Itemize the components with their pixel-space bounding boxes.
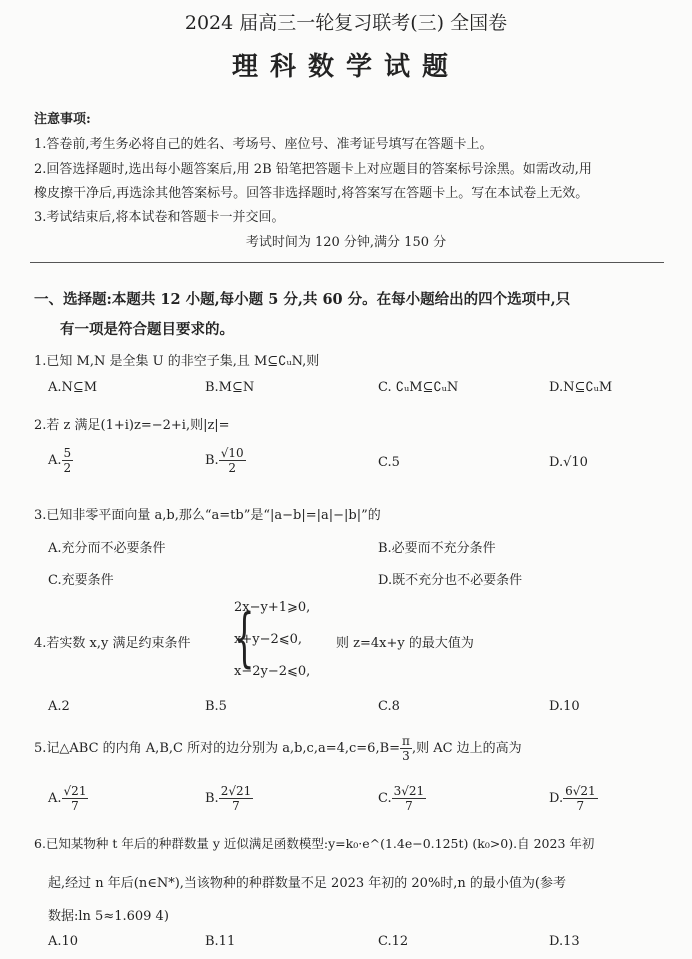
exam-info: 考试时间为 120 分钟,满分 150 分	[245, 235, 447, 250]
option-label: A.	[48, 453, 62, 468]
option-a: A.充分而不必要条件	[48, 541, 166, 556]
option-a: A.2	[48, 699, 70, 714]
numerator: 5	[63, 446, 72, 460]
numerator: π	[402, 734, 410, 748]
question-1-stem: 1.已知 M,N 是全集 U 的非空子集,且 M⊆∁ᵤN,则	[34, 354, 320, 369]
option-a: A.N⊆M	[48, 380, 98, 395]
constraint: x−2y−2⩽0,	[234, 664, 311, 679]
option-c: C.5	[378, 455, 400, 470]
note-item: 1.答卷前,考生务必将自己的姓名、考场号、座位号、准考证号填写在答题卡上。	[34, 137, 493, 152]
option-b: B.11	[205, 934, 236, 949]
option-label: C.	[378, 791, 392, 806]
option-a: A.10	[48, 934, 79, 949]
numerator: 6√21	[565, 784, 596, 798]
denominator: 7	[576, 799, 585, 813]
stem-text: ,则 AC 边上的高为	[411, 741, 522, 756]
exam-title: 2024 届高三一轮复习联考(三) 全国卷	[184, 12, 508, 34]
question-3-stem: 3.已知非零平面向量 a,b,那么“a=tb”是“|a−b|=|a|−|b|”的	[34, 508, 381, 523]
constraint: 2x−y+1⩾0,	[234, 600, 311, 615]
denominator: 2	[63, 461, 72, 475]
denominator: 2	[228, 461, 236, 475]
note-item: 3.考试结束后,将本试卷和答题卡一并交回。	[34, 210, 285, 225]
option-c: C.8	[378, 699, 400, 714]
question-5-stem	[34, 734, 522, 763]
option-b: B.必要而不充分条件	[378, 541, 496, 556]
option-b: B.5	[205, 699, 227, 714]
brace: {	[234, 601, 255, 675]
option-d: D.10	[549, 699, 580, 714]
denominator: 7	[71, 799, 79, 813]
numerator: √21	[63, 784, 87, 798]
option-label: D.	[549, 791, 564, 806]
section-heading: 一、选择题:本题共 12 小题,每小题 5 分,共 60 分。在每小题给出的四个选项中,只	[34, 291, 571, 308]
note-item: 2.回答选择题时,选出每小题答案后,用 2B 铅笔把答题卡上对应题目的答案标号涂黑。如需改动,用	[34, 162, 592, 177]
option-c: C.12	[378, 934, 409, 949]
option-c	[378, 784, 426, 813]
denominator: 7	[232, 799, 240, 813]
option-b	[205, 784, 253, 813]
option-d	[549, 784, 598, 813]
option-c: C. ∁ᵤM⊆∁ᵤN	[378, 380, 459, 395]
option-b: B.M⊆N	[205, 380, 255, 395]
option-a	[48, 784, 88, 813]
question-6-stem: 数据:ln 5≈1.609 4)	[48, 909, 169, 924]
section-heading: 有一项是符合题目要求的。	[60, 321, 234, 338]
option-label: A.	[48, 791, 62, 806]
option-a	[48, 446, 73, 475]
option-d: D.13	[549, 934, 580, 949]
denominator: 7	[405, 799, 413, 813]
option-d: D.既不充分也不必要条件	[378, 573, 523, 588]
question-4-stem-end: 则 z=4x+y 的最大值为	[336, 636, 474, 651]
divider	[30, 262, 664, 263]
denominator: 3	[402, 749, 410, 763]
question-6-stem: 6.已知某物种 t 年后的种群数量 y 近似满足函数模型:y=k₀·e^(1.4e−0.125t) (k₀>0).自 2023 年初	[34, 836, 595, 851]
note-item: 橡皮擦干净后,再选涂其他答案标号。回答非选择题时,将答案写在答题卡上。写在本试卷上无效。	[34, 186, 589, 201]
option-label: B.	[205, 791, 219, 806]
option-d: D.√10	[549, 455, 588, 470]
question-6-stem: 起,经过 n 年后(n∈N*),当该物种的种群数量不足 2023 年初的 20%时,n 的最小值为(参考	[48, 876, 567, 891]
option-c: C.充要条件	[48, 573, 114, 588]
question-2-stem: 2.若 z 满足(1+i)z=−2+i,则|z|=	[34, 418, 230, 433]
numerator: 2√21	[220, 784, 252, 798]
option-label: B.	[205, 453, 219, 468]
question-4-stem: 4.若实数 x,y 满足约束条件	[34, 636, 191, 651]
option-b	[205, 446, 246, 475]
stem-text: 5.记△ABC 的内角 A,B,C 所对的边分别为 a,b,c,a=4,c=6,B=	[34, 741, 401, 756]
numerator: √10	[220, 446, 244, 460]
option-d: D.N⊆∁ᵤM	[549, 380, 613, 395]
constraint: x+y−2⩽0,	[234, 632, 303, 647]
numerator: 3√21	[393, 784, 425, 798]
exam-subtitle: 理科数学试题	[231, 52, 460, 82]
notes-heading: 注意事项:	[34, 112, 91, 127]
